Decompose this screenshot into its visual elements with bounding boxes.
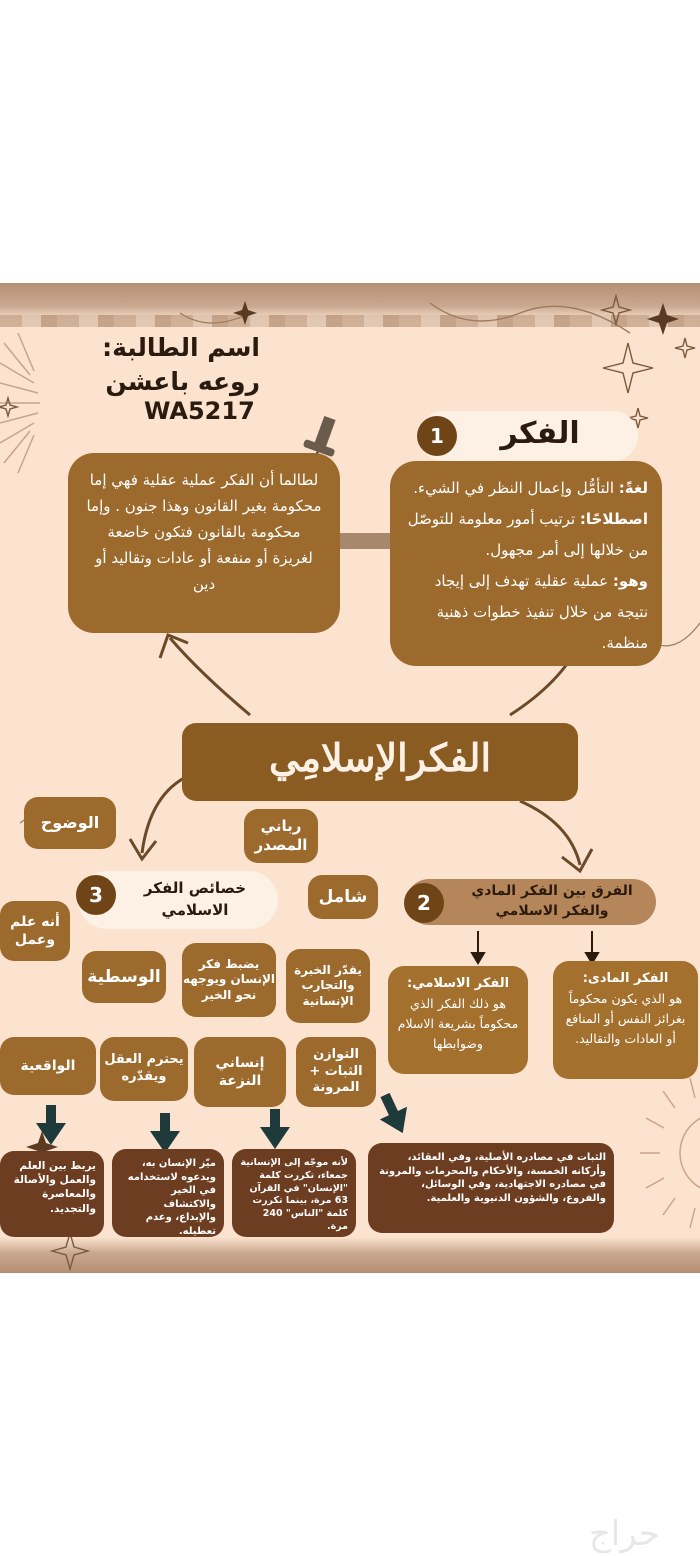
- wahwa-line: [404, 566, 648, 659]
- note-tawazun: الثبات في مصادره الأصلية، وفي العقائد، وأركانه الخمسة، والأحكام والمحرمات والمرونة في مصادره الاجتهادية، وفي الوسائل، والفروع، والشؤون الدنيوية والعلمية.: [368, 1143, 614, 1233]
- student-name: روعه باعشن: [105, 367, 260, 396]
- feature-shamil: شامل: [308, 875, 378, 919]
- sun-rays-icon: [640, 1078, 700, 1228]
- main-title: الفكرالإسلامِي: [268, 735, 492, 780]
- fikr-number-badge: 1: [417, 416, 457, 456]
- feature-ilm: أنه علم وعمل: [0, 901, 70, 961]
- feature-wasatiya: الوسطية: [82, 951, 166, 1003]
- wahwa-key: وهو:: [612, 572, 648, 590]
- fikr-title: الفكر: [500, 416, 580, 451]
- note-yahtarim: ميّز الإنسان به، ويدعوه لاستخدامه في الخير والاكتشاف والإبداع، وعدم تعطيله.: [112, 1149, 224, 1237]
- material-thought-text: هو الذي يكون محكوماً بغرائز النفس أو المنافع أو العادات والتقاليد.: [565, 991, 686, 1046]
- diff-number-badge: 2: [404, 883, 444, 923]
- sparkle-icon: [233, 301, 257, 325]
- material-thought-title: الفكر المادى:: [582, 971, 669, 986]
- material-thought-card: [553, 961, 698, 1079]
- feature-waqiiya: الواقعية: [0, 1037, 96, 1095]
- feature-rabbani: رباني المصدر: [244, 809, 318, 863]
- poster: [0, 283, 700, 1273]
- note-insani: لأنه موجّه إلى الإنسانية جمعاء، تكررت كلمة "الإنسان" في القرآن 63 مرة، بينما تكررت كلمة "الناس" 240 مرة.: [232, 1149, 356, 1237]
- diff-title: الفرق بين الفكر المادي والفكر الاسلامي: [471, 883, 633, 919]
- lugha-key: لغةً:: [618, 479, 648, 497]
- features-number-badge: 3: [76, 875, 116, 915]
- istilah-value: ترتيب أمور معلومة للتوصّل من خلالها إلى أمر مجهول.: [407, 510, 648, 559]
- istilah-line: [404, 504, 648, 566]
- features-title: خصائص الفكر الاسلامي: [143, 879, 247, 919]
- left-explanation-card: [68, 453, 340, 633]
- site-watermark: حراج: [588, 1514, 660, 1554]
- feature-wudooh: الوضوح: [24, 797, 116, 849]
- feature-yadbit: يضبط فكر الإنسان ويوجهه نحو الخير: [182, 943, 276, 1017]
- fikr-definition-card: [390, 461, 662, 666]
- islamic-thought-card: [388, 966, 528, 1074]
- note-waqiiya: يربط بين العلم والعمل والأصالة والمعاصرة والتجديد.: [0, 1151, 104, 1237]
- wahwa-value: عملية عقلية تهدف إلى إيجاد نتيجة من خلال تنفيذ خطوات ذهنية منظمة.: [434, 572, 648, 652]
- feature-tawazun: التوازن الثبات + المرونة: [296, 1037, 376, 1107]
- student-id: WA5217: [144, 397, 255, 425]
- feature-yahtarim: يحترم العقل ويقدّره: [100, 1037, 188, 1101]
- islamic-thought-title: الفكر الاسلامي:: [406, 976, 510, 991]
- sparkle-icon: [647, 303, 679, 335]
- istilah-key: اصطلاحًا:: [579, 510, 648, 528]
- down-arrow-icon: [472, 931, 598, 963]
- feature-insani: إنساني النزعة: [194, 1037, 286, 1107]
- student-label: اسم الطالبة:: [102, 333, 260, 362]
- feature-yuqaddir: يقدّر الخبرة والتجارب الإنسانية: [286, 949, 370, 1023]
- left-card-text: لطالما أن الفكر عملية عقلية فهي إما محكومة بغير القانون وهذا جنون . وإما محكومة بالقانون فتكون خاضعة لغريزة أو منفعة أو عادات وتقاليد أو دين: [86, 471, 322, 593]
- islamic-thought-text: هو ذلك الفكر الذي محكوماً بشريعة الاسلام وضوابطها: [397, 996, 519, 1051]
- lugha-line: [404, 473, 648, 504]
- lugha-value: التأمُّل وإعمال النظر في الشيء.: [413, 479, 619, 497]
